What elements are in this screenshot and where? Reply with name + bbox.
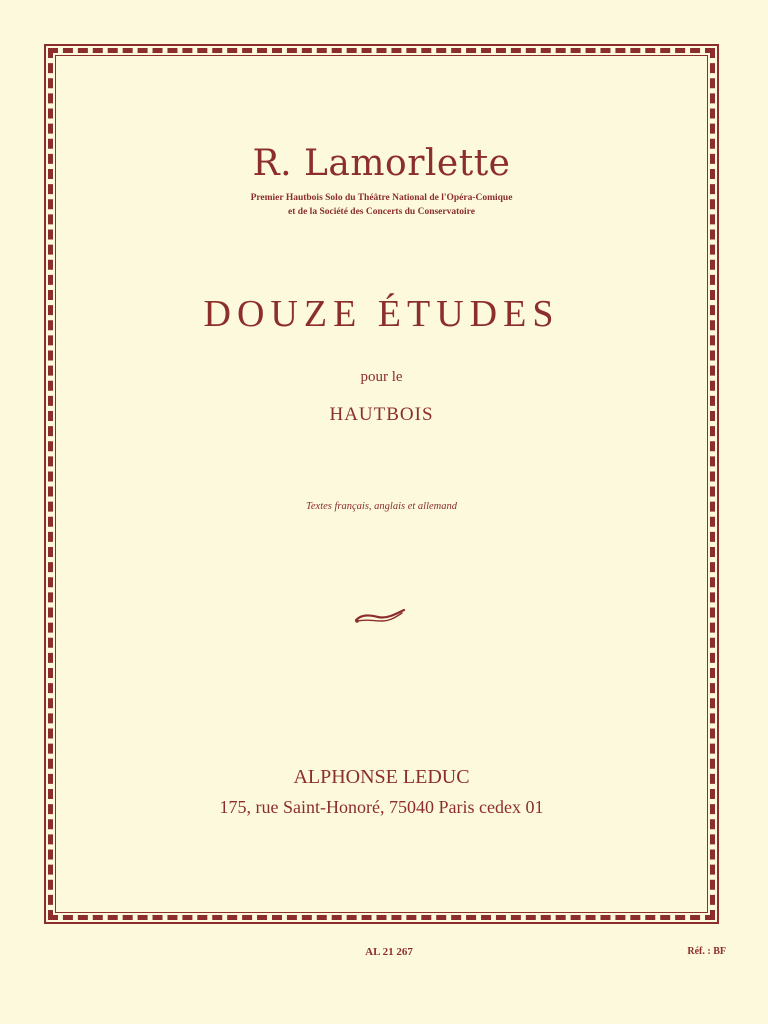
instrument-name: HAUTBOIS bbox=[329, 404, 434, 425]
author-name: R. Lamorlette bbox=[252, 143, 511, 184]
author-subtitle-line-1: Premier Hautbois Solo du Théâtre National de l'Opéra-Comique bbox=[250, 193, 513, 203]
catalog-number: AL 21 267 bbox=[365, 946, 413, 958]
publisher-address: 175, rue Saint-Honoré, 75040 Paris cedex 01 bbox=[219, 797, 544, 817]
pour-le-text: pour le bbox=[360, 369, 403, 385]
languages-note: Textes français, anglais et allemand bbox=[306, 501, 457, 512]
work-title: DOUZE ÉTUDES bbox=[203, 293, 560, 335]
author-subtitle-line-2: et de la Société des Concerts du Conservatoire bbox=[288, 207, 475, 217]
flourish-ornament-icon bbox=[354, 606, 406, 626]
publisher-name: ALPHONSE LEDUC bbox=[293, 766, 470, 788]
reference-code: Réf. : BF bbox=[687, 946, 726, 957]
